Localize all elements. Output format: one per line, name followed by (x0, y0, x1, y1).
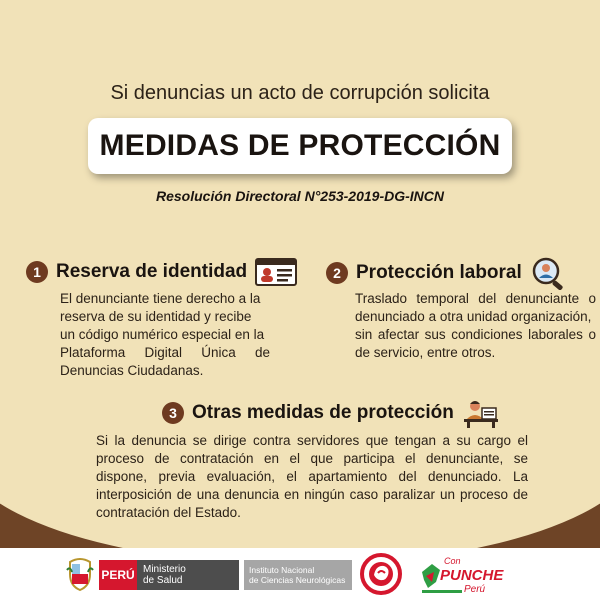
section-3-line: interposición de una denuncia en ningún caso paralizar un proceso de (96, 487, 528, 502)
section-2-line: denunciado a otra unidad organización, (355, 309, 592, 324)
section-3-line: dispone, previa evaluación, el apartamiento del denunciado. La (96, 469, 528, 484)
title-box (88, 118, 512, 174)
section-1-line: Plataforma Digital Única de (60, 345, 270, 360)
section-3-line: proceso de contratación en el que participa el denunciante, se (96, 451, 528, 466)
intro-text: Si denuncias un acto de corrupción solicita (110, 82, 490, 104)
punche-con-text: Con (444, 556, 461, 566)
section-3-number: 3 (162, 402, 184, 424)
section-1-line: El denunciante tiene derecho a la (60, 291, 261, 306)
section-2-line: de servicio, entre otros. (355, 345, 496, 360)
section-3-header (162, 398, 500, 428)
section-3-line: Si la denuncia se dirige contra servidores que tengan a su cargo el (96, 433, 528, 448)
section-1-line: Denuncias Ciudadanas. (60, 363, 204, 378)
section-3-title: Otras medidas de protección (192, 402, 454, 423)
section-2-body (355, 290, 596, 362)
section-2-title: Protección laboral (356, 262, 522, 283)
section-1-number: 1 (26, 261, 48, 283)
punche-peru-text: Perú (464, 584, 486, 595)
section-2-line: Traslado temporal del denunciante o (355, 291, 596, 306)
national-shield-icon (66, 556, 94, 597)
con-punche-peru-logo (418, 552, 518, 600)
worker-desk-icon (462, 398, 500, 428)
institute-line-1: Instituto Nacional (249, 565, 315, 575)
id-card-icon (255, 258, 297, 286)
section-2-number: 2 (326, 262, 348, 284)
magnifier-person-icon (530, 256, 568, 290)
peru-label: PERÚ (99, 560, 137, 590)
punche-word-text: PUNCHE (440, 567, 504, 584)
footer-logos (0, 548, 600, 600)
institute-logo (244, 560, 352, 590)
section-1-line: un código numérico especial en la (60, 327, 265, 342)
section-1-title: Reserva de identidad (56, 261, 248, 282)
institute-emblem-icon (360, 553, 402, 600)
section-1-header (26, 258, 297, 286)
section-1-line: reserva de su identidad y recibe (60, 309, 252, 324)
section-2-line: sin afectar sus condiciones laborales o (355, 327, 596, 342)
ministry-name (137, 564, 186, 586)
section-1-body (60, 290, 270, 380)
ministry-logo (99, 560, 239, 590)
page-title: MEDIDAS DE PROTECCIÓN (99, 129, 501, 162)
section-3-body (96, 432, 528, 522)
resolution-reference: Resolución Directoral N°253-2019-DG-INCN (155, 188, 444, 204)
ministry-line-2: de Salud (143, 575, 183, 586)
section-2-header (326, 256, 568, 290)
section-3-line: contratación del Estado. (96, 505, 241, 520)
institute-line-2: de Ciencias Neurológicas (249, 575, 346, 585)
ministry-line-1: Ministerio (143, 564, 186, 575)
